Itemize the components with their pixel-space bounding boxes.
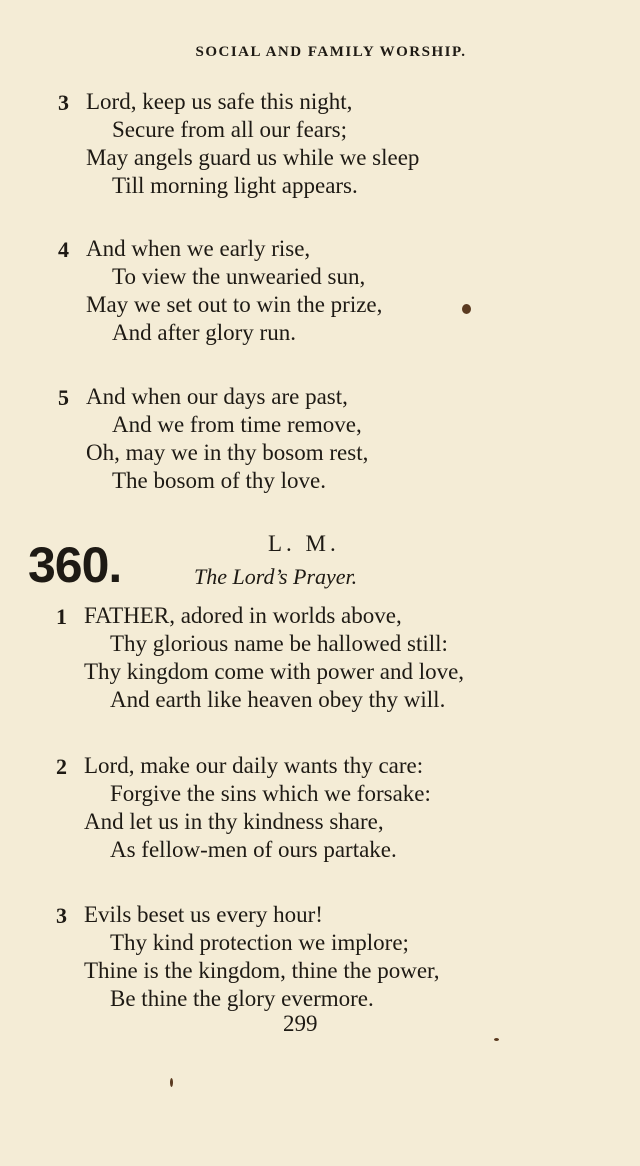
hymn-number: 360. <box>28 537 122 593</box>
verse-line: Thy kind protection we implore; <box>110 930 409 955</box>
verse-line: And after glory run. <box>112 320 296 345</box>
verse-line: Evils beset us every hour! <box>84 902 323 927</box>
ink-speck <box>462 304 471 314</box>
stanza-number: 3 <box>58 90 69 115</box>
stanza-number: 2 <box>56 754 67 779</box>
stanza-number: 4 <box>58 237 69 262</box>
verse-line: May angels guard us while we sleep <box>86 145 420 170</box>
verse-line: Thine is the kingdom, thine the power, <box>84 958 440 983</box>
hymn-meter: L. M. <box>268 531 340 556</box>
verse-line: And we from time remove, <box>112 412 362 437</box>
stanza-number: 5 <box>58 385 69 410</box>
page-number: 299 <box>283 1011 318 1036</box>
verse-line: FATHER, adored in worlds above, <box>84 603 402 628</box>
verse-line: Secure from all our fears; <box>112 117 348 142</box>
verse-line: May we set out to win the prize, <box>86 292 383 317</box>
verse-line: And let us in thy kindness share, <box>84 809 384 834</box>
verse-line: Forgive the sins which we forsake: <box>110 781 431 806</box>
verse-line: Oh, may we in thy bosom rest, <box>86 440 369 465</box>
verse-line: To view the unwearied sun, <box>112 264 366 289</box>
stanza-number: 3 <box>56 903 67 928</box>
stanza-number: 1 <box>56 604 67 629</box>
verse-line: Thy glorious name be hallowed still: <box>110 631 448 656</box>
verse-line: And when our days are past, <box>86 384 348 409</box>
verse-line: As fellow-men of ours partake. <box>110 837 397 862</box>
verse-line: Thy kingdom come with power and love, <box>84 659 465 684</box>
running-head: SOCIAL AND FAMILY WORSHIP. <box>195 44 467 60</box>
verse-line: Till morning light appears. <box>112 173 358 198</box>
verse-line: Lord, make our daily wants thy care: <box>84 753 424 778</box>
ink-speck <box>494 1038 499 1041</box>
verse-line: Be thine the glory evermore. <box>110 986 374 1011</box>
hymn-title: The Lord’s Prayer. <box>194 564 358 589</box>
verse-line: The bosom of thy love. <box>112 468 326 493</box>
verse-line: And earth like heaven obey thy will. <box>110 687 446 712</box>
verse-line: And when we early rise, <box>86 236 311 261</box>
verse-line: Lord, keep us safe this night, <box>86 89 353 114</box>
ink-speck <box>170 1078 173 1087</box>
